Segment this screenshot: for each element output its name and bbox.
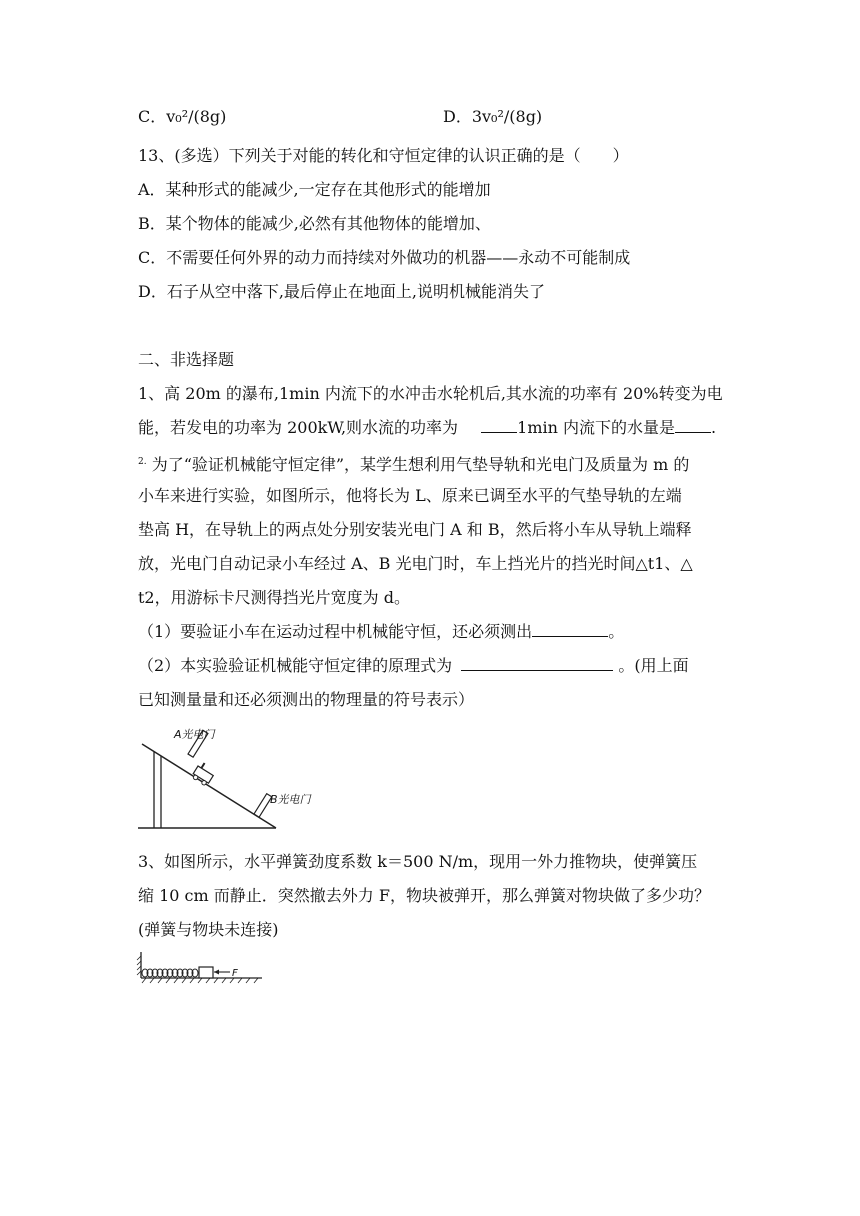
q13-stem: 13、(多选）下列关于对能的转化和守恒定律的认识正确的是（ ） [138,146,629,165]
spring-figure [136,950,266,988]
q3-line2: 缩 10 cm 而静止．突然撤去外力 F，物块被弹开，那么弹簧对物块做了多少功？ [138,886,710,905]
q13-option-d: D．石子从空中落下,最后停止在地面上,说明机械能消失了 [138,282,546,301]
cart-icon [191,761,216,787]
q2-sub1-text: （1）要验证小车在运动过程中机械能守恒，还必须测出 [138,622,533,641]
q2-line1 [138,451,689,476]
q2-sub2-line2: 已知测量量和还必须测出的物理量的符号表示） [138,690,475,709]
q2-sub2 [138,655,689,677]
spring-icon [142,969,198,977]
force-arrowhead-icon [214,970,219,975]
q1-line2-text-b: 1min 内流下的水量是 [517,418,676,437]
spring-diagram [136,950,266,988]
q2-sub1-end: 。 [608,622,625,641]
q2-sub2-blank[interactable] [461,656,613,671]
q1-blank-power[interactable] [481,418,517,433]
q2-line3: 垫高 H，在导轨上的两点处分别安装光电门 A 和 B，然后将小车从导轨上端释 [138,520,692,539]
q1-blank-water[interactable] [675,418,711,433]
q3-line1: 3、如图所示，水平弹簧劲度系数 k＝500 N/m，现用一外力推物块，使弹簧压 [138,852,698,871]
q2-sub1 [138,621,624,643]
air-track-figure [136,722,336,834]
q2-sub1-blank[interactable] [532,622,608,637]
q2-line4: 放，光电门自动记录小车经过 A、B 光电门时，车上挡光片的挡光时间△t1、△ [138,554,693,573]
q2-line1-text: 为了“验证机械能守恒定律”，某学生想利用气垫导轨和光电门及质量为 m 的 [151,455,690,474]
q2-number: 2. [138,457,147,467]
q2-sub2-text: （2）本实验验证机械能守恒定律的原理式为 [138,656,453,675]
q2-line2: 小车来进行实验，如图所示，他将长为 L、原来已调至水平的气垫导轨的左端 [138,486,682,505]
air-track-diagram [136,722,336,834]
q12-option-d: D．3v₀²/(8g) [443,107,543,126]
label-photogate-b: B光电门 [270,793,311,806]
q3-line3: (弹簧与物块未连接) [138,920,279,939]
q13-option-c: C．不需要任何外界的动力而持续对外做功的机器——永动不可能制成 [138,248,631,267]
q1-line2-end: . [711,418,717,437]
section-heading: 二、非选择题 [138,350,235,369]
floor-hatch [142,978,258,983]
block-icon [199,967,213,978]
q1-line2-text-a: 能，若发电的功率为 200kW,则水流的功率为 [138,418,459,437]
label-photogate-a: A光电门 [174,728,215,741]
q2-line5: t2，用游标卡尺测得挡光片宽度为 d。 [138,588,410,607]
q12-option-c: C．v₀²/(8g) [138,107,227,126]
q1-line2 [138,417,716,439]
q13-option-a: A．某种形式的能减少,一定存在其他形式的能增加 [138,180,491,199]
q13-option-b: B．某个物体的能减少,必然有其他物体的能增加、 [138,214,491,233]
label-force: F [232,968,238,979]
q1-line1: 1、高 20m 的瀑布,1min 内流下的水冲击水轮机后,其水流的功率有 20%转变为电 [138,384,723,403]
q2-sub2-end: 。(用上面 [618,656,689,675]
